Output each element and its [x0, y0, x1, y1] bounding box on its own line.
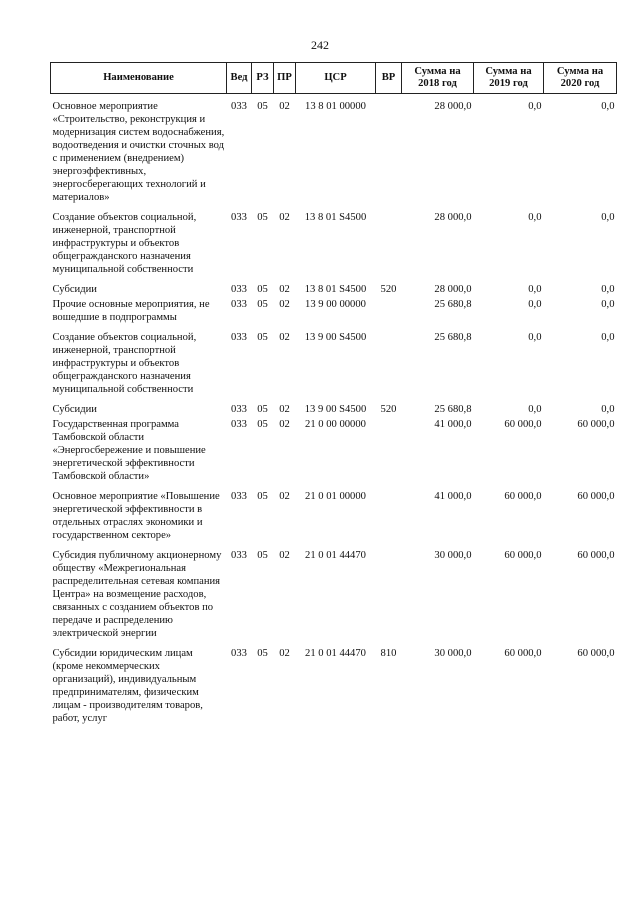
cell-pr: 02	[279, 648, 290, 659]
cell-sum-2020: 0,0	[601, 299, 615, 310]
cell-vr	[376, 297, 402, 325]
cell-csr: 21 0 01 44470	[305, 550, 366, 561]
cell-sum-2018: 25 680,8	[434, 332, 472, 343]
cell-csr: 13 9 00 00000	[305, 299, 366, 310]
table-row	[51, 484, 617, 543]
cell-rz: 05	[257, 404, 268, 415]
table-row	[51, 325, 617, 397]
cell-ved: 033	[231, 648, 247, 659]
cell-name: Субсидии	[52, 404, 97, 415]
table-row	[51, 543, 617, 641]
cell-sum-2019: 0,0	[528, 101, 542, 112]
cell-csr: 13 8 01 S4500	[304, 212, 367, 223]
header-rz: РЗ	[252, 63, 274, 94]
budget-table	[50, 62, 617, 726]
cell-csr: 13 9 00 S4500	[304, 332, 367, 343]
cell-pr: 02	[279, 550, 290, 561]
cell-name: Субсидии	[52, 284, 97, 295]
cell-sum-2018: 41 000,0	[434, 491, 472, 502]
cell-sum-2020: 60 000,0	[577, 491, 615, 502]
cell-csr: 13 9 00 S4500	[304, 404, 367, 415]
cell-pr: 02	[279, 419, 290, 430]
cell-vr	[376, 205, 402, 277]
cell-ved: 033	[231, 101, 247, 112]
table-row	[51, 94, 617, 206]
cell-rz: 05	[257, 332, 268, 343]
table-row	[51, 641, 617, 726]
cell-rz: 05	[257, 419, 268, 430]
header-sum-2019: Сумма на 2019 год	[474, 63, 544, 94]
cell-vr	[376, 417, 402, 484]
cell-sum-2018: 25 680,8	[434, 404, 472, 415]
cell-sum-2019: 0,0	[528, 404, 542, 415]
cell-name: Создание объектов социальной, инженерной, транспортной инфраструктуры и объектов общегражданского назначения муниципальной собственности	[52, 212, 197, 275]
cell-sum-2018: 25 680,8	[434, 299, 472, 310]
cell-ved: 033	[231, 212, 247, 223]
cell-ved: 033	[231, 332, 247, 343]
cell-pr: 02	[279, 101, 290, 112]
cell-name: Субсидия публичному акционерному обществу «Межрегиональная распределительная сетевая компания Центра» на возмещение расходов, связанных с созданием объектов по передаче и распределению электрической энергии	[52, 550, 222, 639]
cell-rz: 05	[257, 299, 268, 310]
cell-name: Основное мероприятие «Строительство, реконструкция и модернизация систем водоснабжения, водоотведения и очистки сточных вод с применением (внедрением) энергоэффективных, энергосберегающих технологий и материалов»	[52, 101, 225, 203]
cell-sum-2019: 0,0	[528, 212, 542, 223]
cell-pr: 02	[279, 212, 290, 223]
cell-name: Создание объектов социальной, инженерной, транспортной инфраструктуры и объектов общегражданского назначения муниципальной собственности	[52, 332, 197, 395]
cell-sum-2019: 60 000,0	[504, 491, 542, 502]
table-row	[51, 297, 617, 325]
cell-sum-2018: 28 000,0	[434, 101, 472, 112]
cell-pr: 02	[279, 299, 290, 310]
cell-csr: 13 8 01 S4500	[304, 284, 367, 295]
cell-vr: 810	[380, 648, 397, 659]
cell-vr: 520	[380, 284, 397, 295]
cell-ved: 033	[231, 550, 247, 561]
header-sum-2020: Сумма на 2020 год	[544, 63, 617, 94]
cell-pr: 02	[279, 284, 290, 295]
cell-csr: 21 0 01 00000	[305, 491, 366, 502]
cell-ved: 033	[231, 299, 247, 310]
cell-ved: 033	[231, 404, 247, 415]
cell-csr: 13 8 01 00000	[305, 101, 366, 112]
cell-sum-2019: 0,0	[528, 299, 542, 310]
header-ved: Вед	[227, 63, 252, 94]
cell-vr	[376, 325, 402, 397]
cell-ved: 033	[231, 284, 247, 295]
cell-sum-2018: 28 000,0	[434, 212, 472, 223]
cell-sum-2018: 30 000,0	[434, 648, 472, 659]
cell-rz: 05	[257, 101, 268, 112]
cell-vr	[376, 484, 402, 543]
cell-sum-2020: 60 000,0	[577, 648, 615, 659]
cell-sum-2020: 0,0	[601, 284, 615, 295]
cell-sum-2020: 0,0	[601, 332, 615, 343]
header-sum-2018: Сумма на 2018 год	[402, 63, 474, 94]
cell-sum-2020: 0,0	[601, 101, 615, 112]
cell-rz: 05	[257, 284, 268, 295]
table-row	[51, 397, 617, 417]
cell-rz: 05	[257, 550, 268, 561]
page-number: 242	[311, 38, 329, 52]
cell-sum-2019: 60 000,0	[504, 550, 542, 561]
cell-rz: 05	[257, 491, 268, 502]
cell-csr: 21 0 00 00000	[305, 419, 366, 430]
table-row	[51, 205, 617, 277]
cell-sum-2019: 60 000,0	[504, 419, 542, 430]
cell-rz: 05	[257, 212, 268, 223]
cell-ved: 033	[231, 419, 247, 430]
cell-sum-2020: 60 000,0	[577, 550, 615, 561]
cell-sum-2020: 0,0	[601, 404, 615, 415]
cell-vr	[376, 543, 402, 641]
table-row	[51, 277, 617, 297]
cell-sum-2020: 0,0	[601, 212, 615, 223]
cell-sum-2020: 60 000,0	[577, 419, 615, 430]
cell-ved: 033	[231, 491, 247, 502]
header-pr: ПР	[274, 63, 296, 94]
cell-sum-2019: 0,0	[528, 284, 542, 295]
cell-rz: 05	[257, 648, 268, 659]
cell-sum-2019: 60 000,0	[504, 648, 542, 659]
cell-name: Государственная программа Тамбовской области «Энергосбережение и повышение энергетической эффективности Тамбовской области»	[52, 419, 206, 482]
table-row	[51, 417, 617, 484]
cell-sum-2019: 0,0	[528, 332, 542, 343]
cell-pr: 02	[279, 332, 290, 343]
table-header-row	[51, 63, 617, 94]
cell-sum-2018: 30 000,0	[434, 550, 472, 561]
cell-pr: 02	[279, 491, 290, 502]
cell-sum-2018: 41 000,0	[434, 419, 472, 430]
cell-name: Основное мероприятие «Повышение энергетической эффективности в отдельных отраслях экономики и государственном секторе»	[52, 491, 220, 541]
header-csr: ЦСР	[296, 63, 376, 94]
cell-name: Прочие основные мероприятия, не вошедшие в подпрограммы	[52, 299, 210, 323]
cell-csr: 21 0 01 44470	[305, 648, 366, 659]
cell-vr: 520	[380, 404, 397, 415]
cell-vr	[376, 94, 402, 206]
cell-name: Субсидии юридическим лицам (кроме некоммерческих организаций), индивидуальным предпринимателям, физическим лицам - производителям товаров, работ, услуг	[52, 648, 203, 724]
header-vr: ВР	[376, 63, 402, 94]
cell-sum-2018: 28 000,0	[434, 284, 472, 295]
cell-pr: 02	[279, 404, 290, 415]
header-name: Наименование	[51, 63, 227, 94]
